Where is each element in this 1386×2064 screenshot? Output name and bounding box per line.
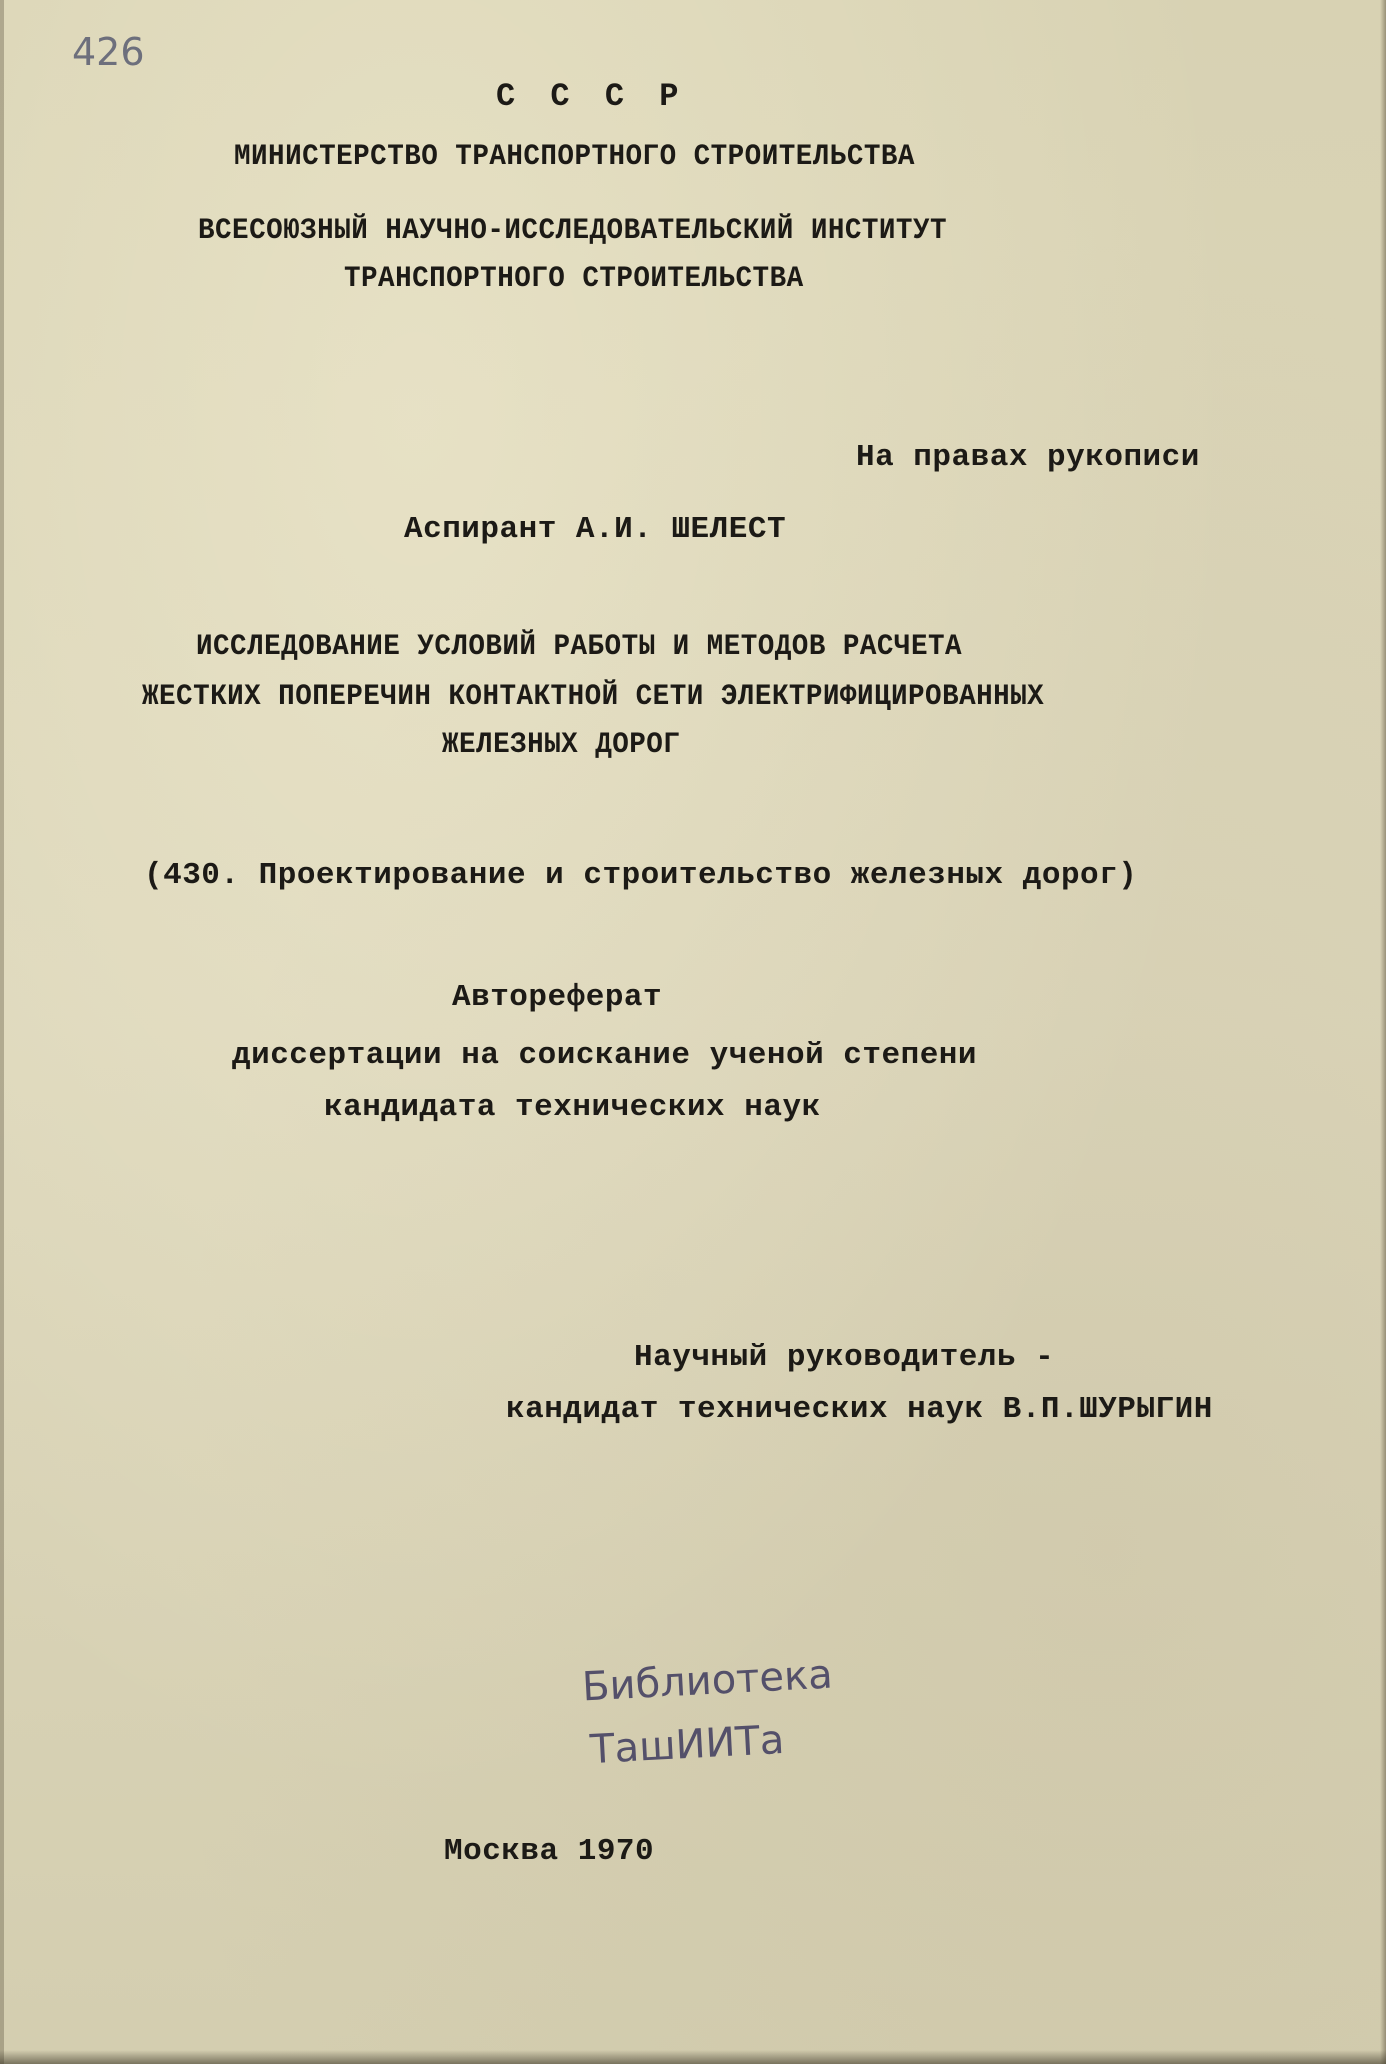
library-stamp-line1: Библиотека xyxy=(580,1651,834,1711)
page-edge-left xyxy=(0,0,4,2064)
abstract-line2: кандидата технических наук xyxy=(324,1090,821,1125)
title-line3: ЖЕЛЕЗНЫХ ДОРОГ xyxy=(442,728,681,762)
title-line1: ИССЛЕДОВАНИЕ УСЛОВИЙ РАБОТЫ И МЕТОДОВ РАСЧЕТА xyxy=(196,630,963,664)
abstract-line1: диссертации на соискание ученой степени xyxy=(232,1038,978,1073)
header-institute-line1: ВСЕСОЮЗНЫЙ НАУЧНО-ИССЛЕДОВАТЕЛЬСКИЙ ИНСТИТУТ xyxy=(198,214,948,248)
corner-note: 426 xyxy=(72,30,145,74)
supervisor-line1: Научный руководитель - xyxy=(634,1340,1055,1375)
header-country: С С С Р xyxy=(496,78,687,115)
header-ministry: МИНИСТЕРСТВО ТРАНСПОРТНОГО СТРОИТЕЛЬСТВА xyxy=(234,140,915,174)
library-stamp-line2: ТашИИТа xyxy=(588,1716,786,1774)
supervisor-line2: кандидат технических наук В.П.ШУРЫГИН xyxy=(506,1392,1213,1427)
page-edge-bottom xyxy=(0,2050,1386,2064)
specialty: (430. Проектирование и строительство железных дорог) xyxy=(144,858,1138,893)
footer-place-year: Москва 1970 xyxy=(444,1834,655,1869)
page-edge-right xyxy=(1380,0,1386,2064)
title-line2: ЖЕСТКИХ ПОПЕРЕЧИН КОНТАКТНОЙ СЕТИ ЭЛЕКТРИФИЦИРОВАННЫХ xyxy=(142,680,1045,714)
header-institute-line2: ТРАНСПОРТНОГО СТРОИТЕЛЬСТВА xyxy=(344,262,804,296)
abstract-label: Автореферат xyxy=(452,980,663,1015)
author: Аспирант А.И. ШЕЛЕСТ xyxy=(404,512,787,547)
manuscript-note: На правах рукописи xyxy=(856,440,1200,475)
